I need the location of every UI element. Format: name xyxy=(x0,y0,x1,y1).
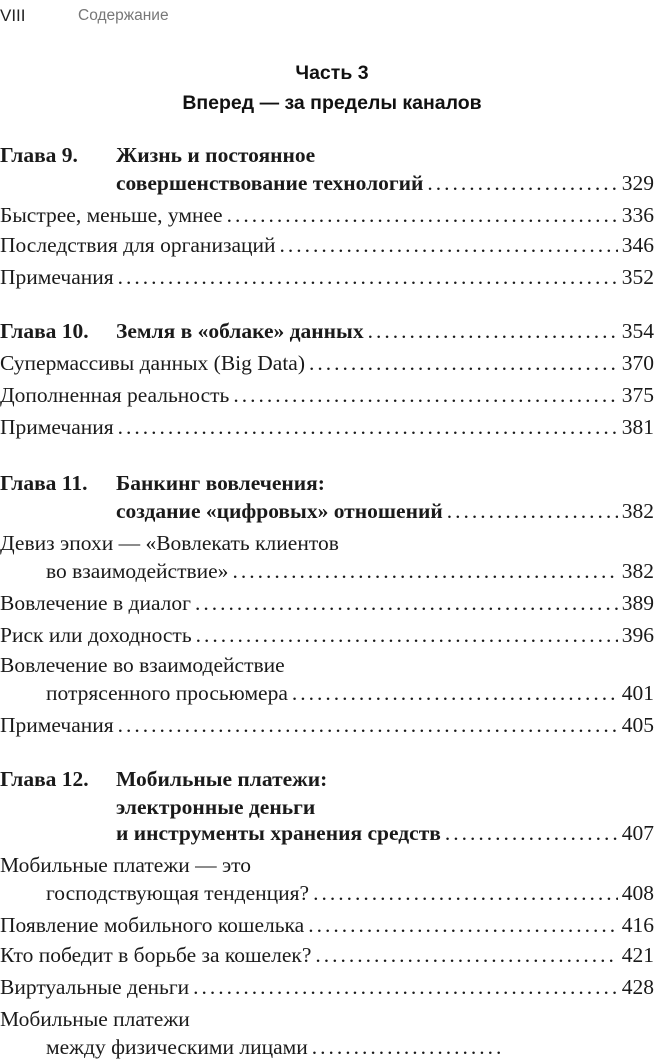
toc-entry-line[interactable]: Мобильные платежи — это xyxy=(0,853,252,877)
chapter-title-line: Жизнь и постоянное xyxy=(116,143,316,167)
chapter-title-line: электронные деньги xyxy=(116,795,316,819)
toc-entry-chapter[interactable]: создание «цифровых» отношений ..... 382 xyxy=(116,496,654,526)
toc-entry-chapter[interactable]: и инструменты хранения средств ..... 407 xyxy=(116,818,654,848)
toc-entry[interactable]: между физическими лицами ..... xyxy=(46,1032,506,1062)
page-folio: VIII xyxy=(0,6,26,25)
toc-entry[interactable]: Вовлечение в диалог ..... 389 xyxy=(0,588,654,618)
part-title: Вперед — за пределы каналов xyxy=(182,92,482,114)
toc-entry[interactable]: Быстрее, меньше, умнее ..... 336 xyxy=(0,200,654,230)
toc-entry[interactable]: во взаимодействие» ..... 382 xyxy=(46,556,654,586)
toc-entry[interactable]: Появление мобильного кошелька ..... 416 xyxy=(0,910,654,940)
part-number: Часть 3 xyxy=(295,62,369,84)
chapter-label: Глава 10. xyxy=(0,319,89,343)
toc-entry-chapter[interactable]: Земля в «облаке» данных ..... 354 xyxy=(116,316,654,346)
toc-entry[interactable]: потрясенного просьюмера ..... 401 xyxy=(46,678,654,708)
toc-entry[interactable]: Риск или доходность ..... 396 xyxy=(0,620,654,650)
toc-entry-line[interactable]: Девиз эпохи — «Вовлекать клиентов xyxy=(0,531,339,555)
toc-entry[interactable]: Кто победит в борьбе за кошелек? ..... 421 xyxy=(0,940,654,970)
toc-entry[interactable]: господствующая тенденция? ..... 408 xyxy=(46,878,654,908)
toc-entry[interactable]: Примечания ..... 405 xyxy=(0,710,654,740)
chapter-title-line: Банкинг вовлечения: xyxy=(116,471,325,495)
toc-entry[interactable]: Последствия для организаций ..... 346 xyxy=(0,230,654,260)
toc-entry[interactable]: Виртуальные деньги ..... 428 xyxy=(0,972,654,1002)
chapter-label: Глава 12. xyxy=(0,767,89,791)
toc-entry[interactable]: Супермассивы данных (Big Data) ..... 370 xyxy=(0,348,654,378)
chapter-title-line: Мобильные платежи: xyxy=(116,767,328,791)
page-number: 329 xyxy=(621,171,654,195)
toc-entry[interactable]: Дополненная реальность ..... 375 xyxy=(0,380,654,410)
running-title: Содержание xyxy=(78,7,169,24)
toc-entry-line[interactable]: Мобильные платежи xyxy=(0,1007,190,1031)
dot-leader xyxy=(427,168,617,198)
toc-entry-chapter[interactable]: совершенствование технологий ..... 329 xyxy=(116,168,654,198)
toc-entry[interactable]: Примечания ..... 381 xyxy=(0,412,654,442)
chapter-label: Глава 9. xyxy=(0,143,78,167)
toc-entry[interactable]: Примечания ..... 352 xyxy=(0,262,654,292)
toc-entry-line[interactable]: Вовлечение во взаимодействие xyxy=(0,653,285,677)
chapter-label: Глава 11. xyxy=(0,471,88,495)
